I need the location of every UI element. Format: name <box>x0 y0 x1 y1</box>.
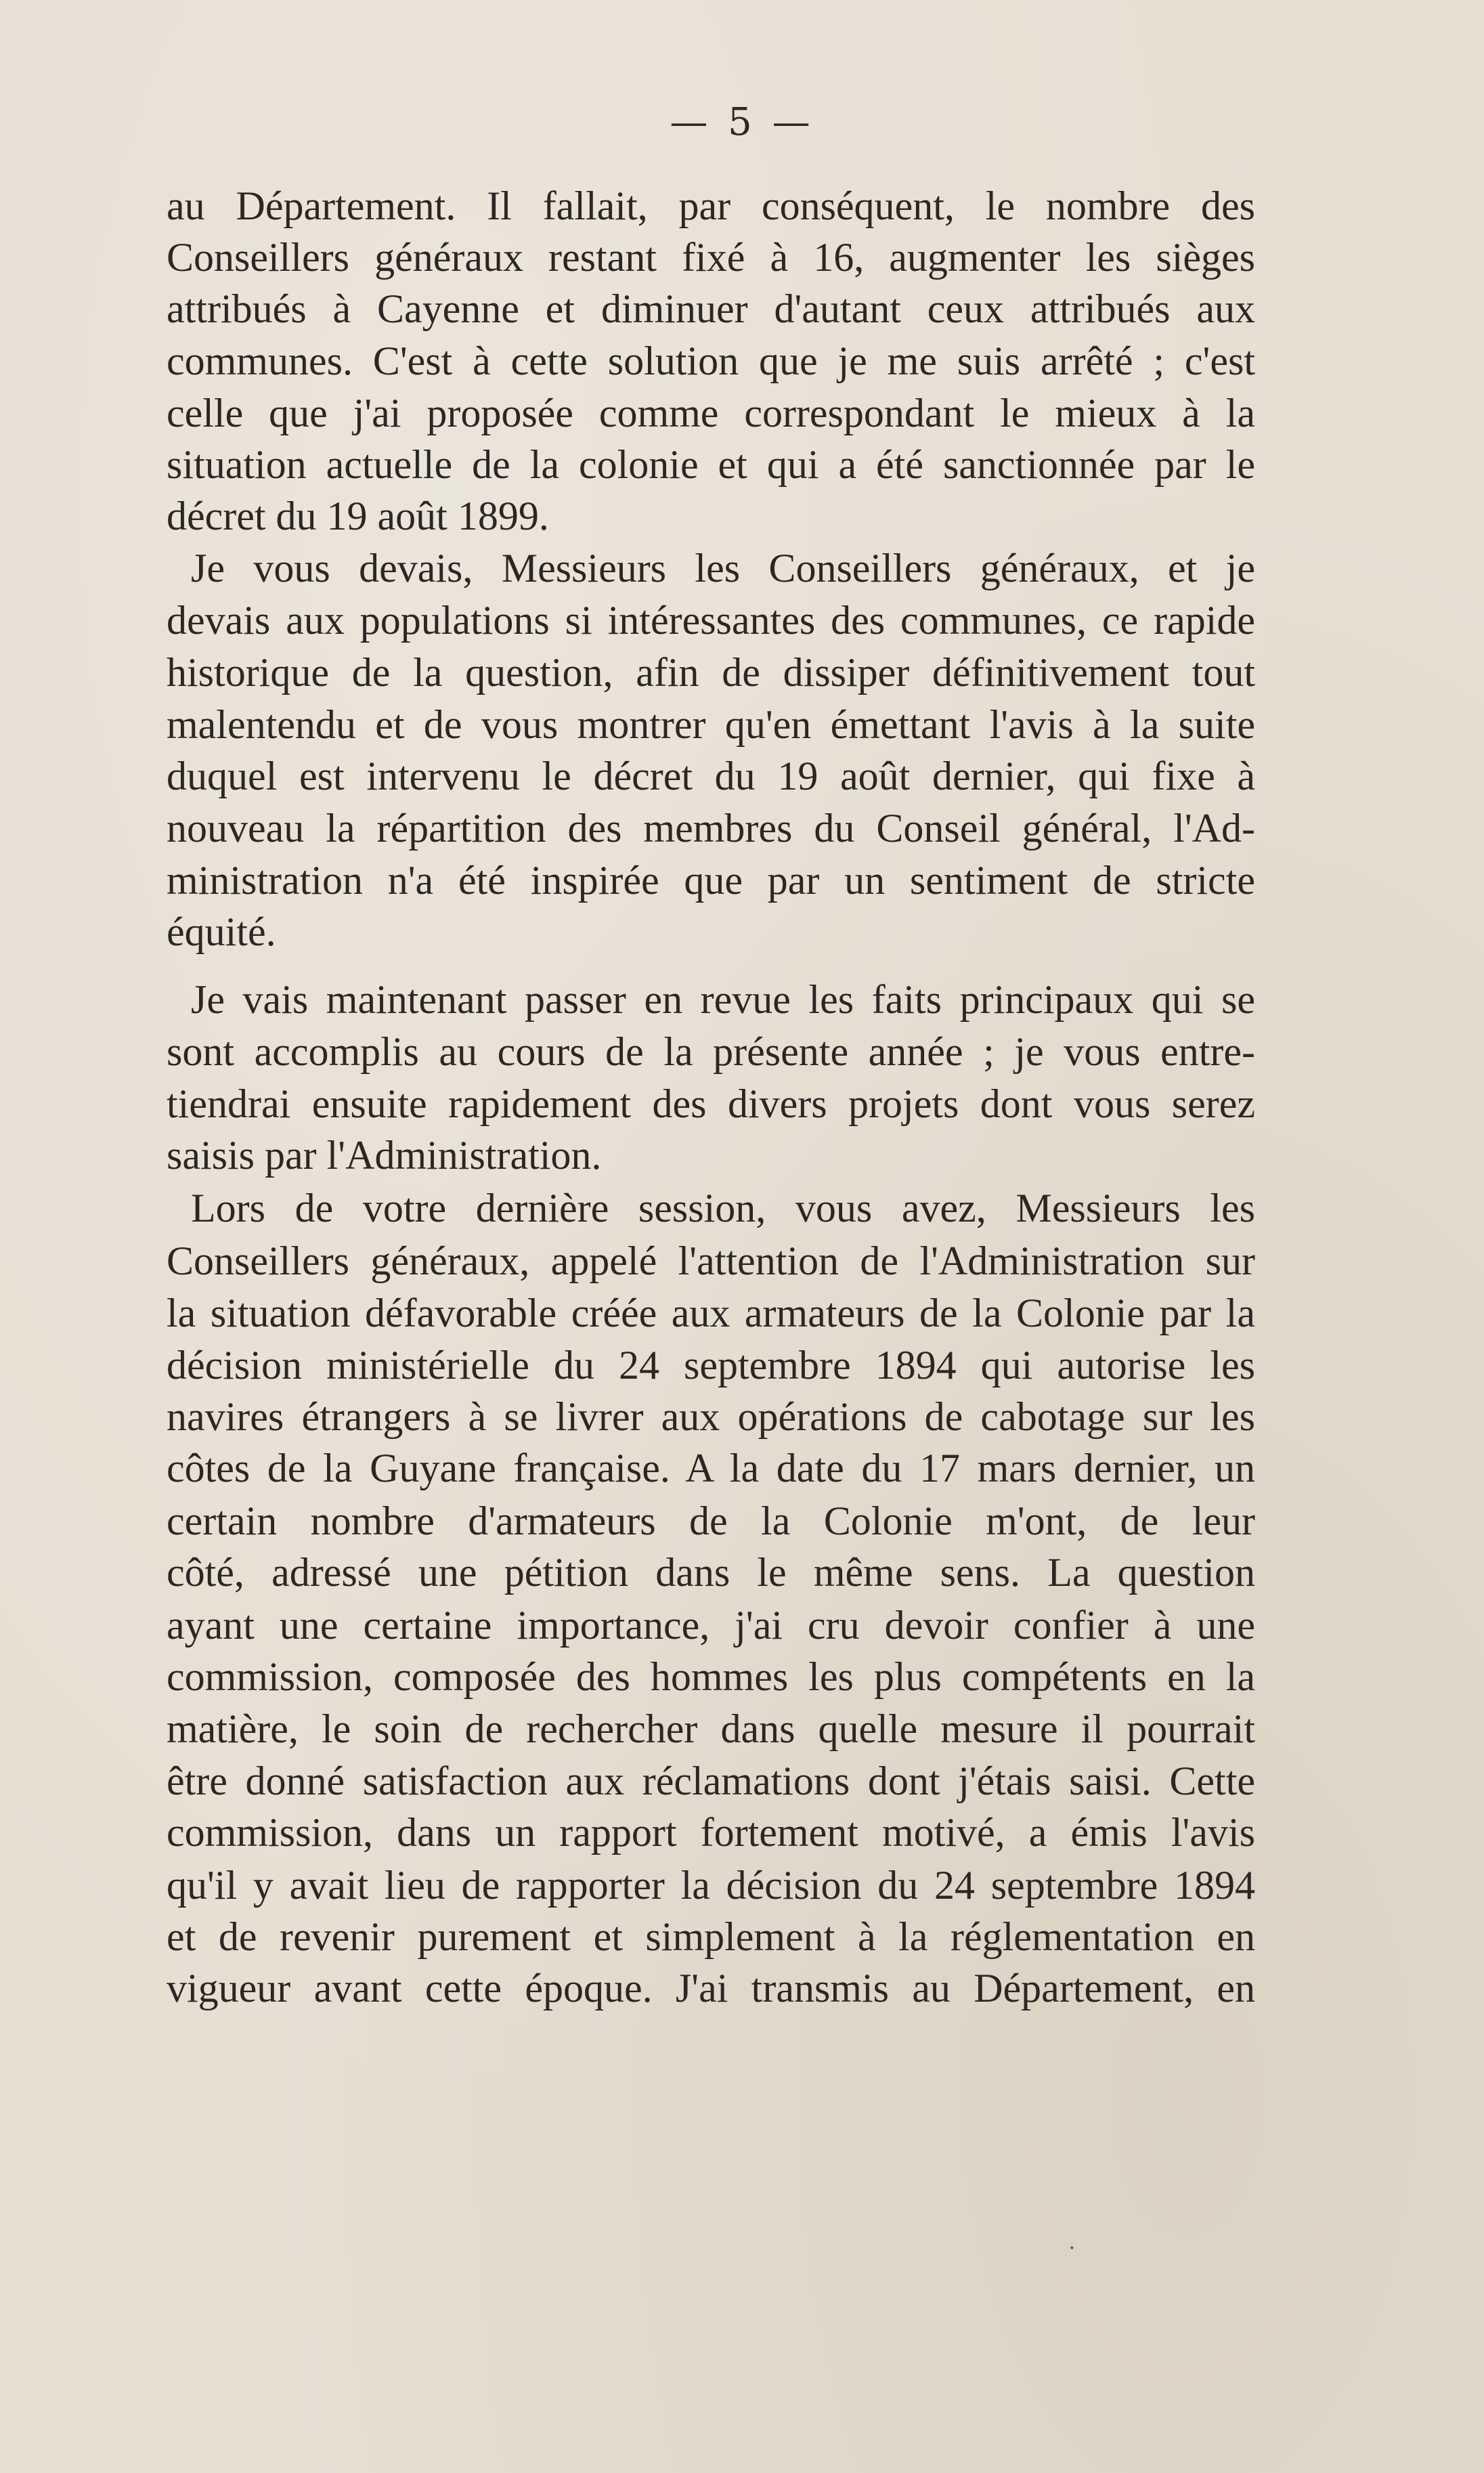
text-line: commission, composée des hommes les plus compétents en la <box>167 1654 1255 1699</box>
text-line: être donné satisfaction aux réclamations dont j'étais saisi. Cette <box>167 1759 1255 1803</box>
text-line: Lors de votre dernière session, vous avez, Messieurs les <box>191 1186 1255 1230</box>
text-line: navires étrangers à se livrer aux opérations de cabotage sur les <box>167 1394 1255 1439</box>
text-line: décret du 19 août 1899. <box>167 494 549 538</box>
text-line: Je vais maintenant passer en revue les faits principaux qui se <box>191 977 1255 1022</box>
text-line: décision ministérielle du 24 septembre 1894 qui autorise les <box>167 1343 1255 1388</box>
text-line: ayant une certaine importance, j'ai cru devoir confier à une <box>167 1603 1255 1648</box>
text-line: celle que j'ai proposée comme correspondant le mieux à la <box>167 391 1255 435</box>
text-line: duquel est intervenu le décret du 19 août dernier, qui fixe à <box>167 754 1255 798</box>
text-line: certain nombre d'armateurs de la Colonie m'ont, de leur <box>167 1499 1255 1543</box>
ink-speck: · <box>1068 2235 1076 2262</box>
text-line: vigueur avant cette époque. J'ai transmis au Département, en <box>167 1966 1255 2010</box>
text-line: au Département. Il fallait, par conséquent, le nombre des <box>167 184 1255 228</box>
text-line: devais aux populations si intéressantes des communes, ce rapide <box>167 598 1255 643</box>
text-line: équité. <box>167 909 276 954</box>
text-line: la situation défavorable créée aux armateurs de la Colonie par la <box>167 1291 1255 1335</box>
text-line: attribués à Cayenne et diminuer d'autant ceux attribués aux <box>167 286 1255 331</box>
page-number: — 5 — <box>670 100 814 144</box>
text-line: Conseillers généraux restant fixé à 16, augmenter les sièges <box>167 235 1255 280</box>
text-line: Je vous devais, Messieurs les Conseillers généraux, et je <box>191 546 1255 590</box>
text-line: situation actuelle de la colonie et qui a été sanctionnée par le <box>167 442 1255 487</box>
text-line: et de revenir purement et simplement à la réglementation en <box>167 1914 1255 1959</box>
text-line: nouveau la répartition des membres du Conseil général, l'Ad- <box>167 806 1255 851</box>
text-line: commission, dans un rapport fortement motivé, a émis l'avis <box>167 1810 1255 1855</box>
text-line: matière, le soin de rechercher dans quelle mesure il pourrait <box>167 1706 1255 1751</box>
text-line: tiendrai ensuite rapidement des divers projets dont vous serez <box>167 1081 1255 1126</box>
text-line: malentendu et de vous montrer qu'en émettant l'avis à la suite <box>167 702 1255 747</box>
text-line: saisis par l'Administration. <box>167 1133 602 1178</box>
text-line: ministration n'a été inspirée que par un sentiment de stricte <box>167 858 1255 903</box>
text-line: communes. C'est à cette solution que je me suis arrêté ; c'est <box>167 339 1255 383</box>
text-line: côtes de la Guyane française. A la date du 17 mars dernier, un <box>167 1446 1255 1490</box>
text-line: historique de la question, afin de dissiper définitivement tout <box>167 650 1255 695</box>
text-line: sont accomplis au cours de la présente année ; je vous entre- <box>167 1029 1255 1074</box>
text-line: qu'il y avait lieu de rapporter la décision du 24 septembre 1894 <box>167 1863 1255 1908</box>
text-line: côté, adressé une pétition dans le même sens. La question <box>167 1550 1255 1595</box>
text-line: Conseillers généraux, appelé l'attention de l'Administration sur <box>167 1239 1255 1283</box>
